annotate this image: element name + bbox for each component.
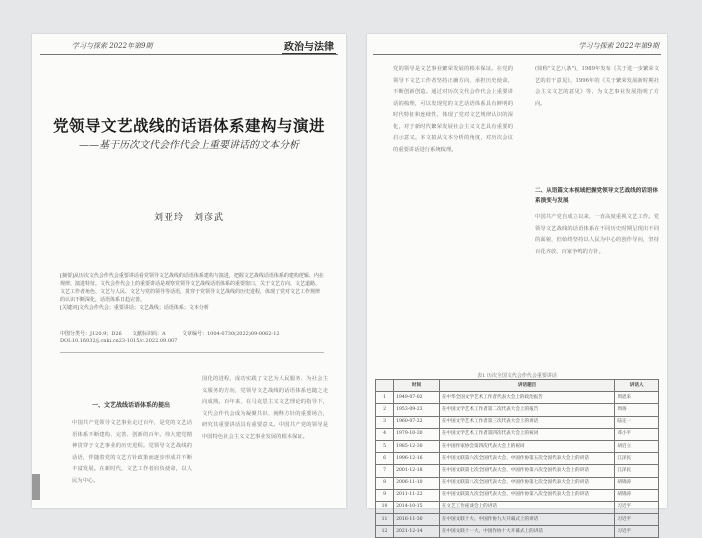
page-edge-tab	[32, 474, 40, 500]
table-row	[376, 453, 659, 465]
row-date: 2021-12-14	[394, 526, 440, 538]
row-speaker: 周扬	[615, 404, 659, 416]
table-caption: 表1 历次全国文代会作代会重要讲话	[477, 373, 557, 379]
row-speaker: 陆定一	[615, 416, 659, 428]
column-header: 讲话人	[615, 380, 659, 392]
row-number: 7	[376, 465, 394, 477]
keywords: [关键词]文代会作代会；重要讲话；文艺战线；话语体系；文本分析	[60, 305, 209, 311]
left-page-header: 学习与探索 2022年第9期	[72, 42, 153, 50]
meta-rule	[60, 352, 324, 353]
row-speaker: 习近平	[615, 526, 659, 538]
table-row	[376, 440, 659, 452]
clc-number: 中图分类号：J120.9；D26	[60, 331, 122, 337]
row-speaker: 习近平	[615, 501, 659, 513]
row-speaker: 胡锦涛	[615, 489, 659, 501]
row-title: 在中国文联十一大、中国作协十大开幕式上的讲话	[439, 526, 615, 538]
row-date: 1949-07-02	[394, 392, 440, 404]
row-title: 在中国文联第六次全国代表大会、中国作协第五次全国代表大会上的讲话	[439, 453, 615, 465]
row-number: 4	[376, 428, 394, 440]
row-title: 在中国文学艺术工作者第二次代表大会上的报告	[439, 404, 615, 416]
row-date: 1960-07-22	[394, 416, 440, 428]
row-title: 在中国文联第九次全国代表大会、中国作协第八次全国代表大会上的讲话	[439, 489, 615, 501]
row-title: 在中华全国文学艺术工作者代表大会上的政治报告	[439, 392, 615, 404]
header-rule	[40, 54, 338, 55]
right-column-2-body: 中国共产党自成立以来，一直高度重视文艺工作。党领导文艺战线的话语体系在不同历史时期呈现出不同的面貌，但始终坚持以人民为中心的创作导向，坚持百花齐放、百家争鸣的方针。	[535, 214, 659, 255]
left-page	[32, 34, 346, 508]
row-title: 在中国文联第七次全国代表大会、中国作协第六次全国代表大会上的讲话	[439, 465, 615, 477]
row-title: 在中国文学艺术工作者第四次代表大会上的祝词	[439, 428, 615, 440]
left-column-2: 国化的进程，成功实践了文艺为人民服务、为社会主义服务的方向，党领导文艺战线的话语体系也随之走向成熟。百年来，在马克思主义文艺理论的指导下，文代会作代会成为凝聚共识、阐释方针的重要场合，研究其重要讲话具有重要意义。中国共产党的领导是中国特色社会主义文艺事业发展的根本保证。	[202, 376, 328, 440]
article-title: 党领导文艺战线的话语体系建构与演进	[52, 116, 325, 135]
row-number: 2	[376, 404, 394, 416]
column-header: 讲话题目	[439, 380, 615, 392]
table-row	[376, 392, 659, 404]
abstract	[60, 272, 324, 312]
row-speaker: 胡启立	[615, 440, 659, 452]
table-row	[376, 514, 659, 526]
table-header-row	[376, 380, 659, 392]
table-row	[376, 416, 659, 428]
table-row	[376, 465, 659, 477]
row-number: 5	[376, 440, 394, 452]
abstract-text: [摘要]从历次文代会作代会重要讲话看党领导文艺战线的话语体系建构与演进，把握文艺战线话语体系的建构逻辑、内在规律、演进特征。文代会作代会上的重要讲话是观察党领导文艺战线话语体系的重要窗口，关于文艺方向、文艺道路、文艺工作者角色、文艺与人民、文艺与党的领导等话语，贯穿于党领导文艺战线的历史进程，体现了党对文艺工作规律的认识不断深化，话语体系日趋完善。	[60, 273, 324, 303]
row-number: 1	[376, 392, 394, 404]
row-title: 在中国文联第八次全国代表大会、中国作协第七次全国代表大会上的讲话	[439, 477, 615, 489]
row-date: 2016-11-30	[394, 514, 440, 526]
row-title: 在中国文联十大、中国作协九大开幕式上的讲话	[439, 514, 615, 526]
table-row	[376, 526, 659, 538]
row-date: 2011-11-22	[394, 489, 440, 501]
section-heading-2: 二、从语篇文本视域把握党领导文艺战线的话语体系演变与发展	[535, 188, 659, 204]
speeches-table	[375, 379, 659, 538]
right-header-rule	[373, 54, 661, 55]
row-speaker: 邓小平	[615, 428, 659, 440]
right-column-1: 党的领导是文艺事业繁荣发展的根本保证。在党的领导下文艺工作者坚持正确方向，承担历史使命，不断创新创造。通过对历次文代会作代会上重要讲话的梳理，可以发现党的文艺话语体系具有鲜明的时代特征和连续性，体现了党对文艺规律认识的深化，对于新时代繁荣发展社会主义文艺具有重要的启示意义。本文拟从文本分析的角度，对历次会议的重要讲话进行系统梳理。	[393, 66, 513, 153]
row-date: 1985-12-30	[394, 440, 440, 452]
row-number: 8	[376, 477, 394, 489]
row-speaker: 江泽民	[615, 453, 659, 465]
row-speaker: 习近平	[615, 514, 659, 526]
section-tag: 政治与法律	[282, 38, 336, 55]
right-page	[367, 34, 667, 534]
row-date: 1979-10-30	[394, 428, 440, 440]
row-date: 2006-11-10	[394, 477, 440, 489]
row-speaker: 胡锦涛	[615, 477, 659, 489]
row-date: 1996-12-16	[394, 453, 440, 465]
row-title: 在中国文学艺术工作者第三次代表大会上的讲话	[439, 416, 615, 428]
right-page-header: 学习与探索 2022年第9期	[578, 42, 659, 50]
right-column-2: (简称"文艺八条")，1989年发布《关于进一步繁荣文艺的若干意见》，1996年的《关于繁荣发展新时期社会主义文艺的意见》等，为文艺事业发展指明了方向。	[535, 66, 659, 107]
article-number: 文章编号：1004-0730(2022)09-0062-12	[182, 331, 280, 337]
row-title: 在中国作家协会第四次代表大会上的祝词	[439, 440, 615, 452]
row-date: 2014-10-15	[394, 501, 440, 513]
table-row	[376, 404, 659, 416]
article-subtitle: ——基于历次文代会作代会上重要讲话的文本分析	[79, 140, 299, 151]
row-number: 3	[376, 416, 394, 428]
left-column-1: 中国共产党领导文艺事业走过百年，是党的文艺话语体系不断建构、完善、创新的百年。伟大建党精神贯穿于文艺事业的历史进程。党领导文艺战线的话语，伴随着党的文艺方针政策而逐步形成并不断丰富发展。在新时代，文艺工作者肩负使命，以人民为中心。	[72, 420, 192, 484]
article-authors: 刘亚玲 刘彦武	[153, 213, 224, 223]
doi: DOI:10.16032/j.cnki.cn23-1015/c.2022.09.007	[60, 338, 178, 344]
row-number: 12	[376, 526, 394, 538]
column-header	[376, 380, 394, 392]
row-title: 在文艺工作座谈会上的讲话	[439, 501, 615, 513]
row-number: 6	[376, 453, 394, 465]
row-date: 2001-12-18	[394, 465, 440, 477]
row-number: 10	[376, 501, 394, 513]
document-code: 文献标识码：A	[132, 331, 166, 337]
row-date: 1953-09-23	[394, 404, 440, 416]
row-number: 11	[376, 514, 394, 526]
column-header: 时间	[394, 380, 440, 392]
row-speaker: 江泽民	[615, 465, 659, 477]
row-number: 9	[376, 489, 394, 501]
row-speaker: 周恩来	[615, 392, 659, 404]
table-row	[376, 477, 659, 489]
table-row	[376, 489, 659, 501]
table-row	[376, 501, 659, 513]
section-heading-1: 一、文艺战线话语体系的提出	[92, 402, 171, 409]
table-row	[376, 428, 659, 440]
